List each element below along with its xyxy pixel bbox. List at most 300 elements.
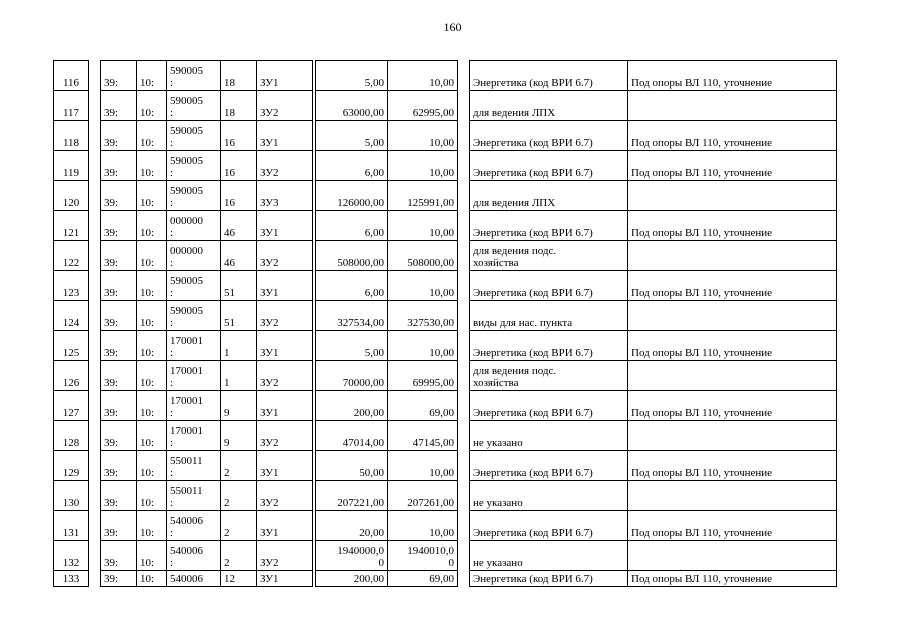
area-actual-cell (388, 91, 458, 121)
zu-label-cell-text: ЗУ2 (260, 497, 279, 509)
area-actual-cell (388, 271, 458, 301)
table-row (54, 481, 837, 511)
zu-label-cell (257, 511, 313, 541)
row-number-cell (54, 301, 89, 331)
land-use-cell (470, 421, 628, 451)
plot-number-cell (221, 301, 257, 331)
area-declared-cell-text: 50,00 (359, 467, 384, 479)
area-declared-cell-text: 6,00 (364, 167, 384, 179)
plot-number-cell (221, 61, 257, 91)
plot-number-cell (221, 241, 257, 271)
region-code-cell-text: 10: (140, 377, 155, 389)
area-actual-cell (388, 121, 458, 151)
region-code-cell (137, 541, 167, 571)
district-code-cell (101, 481, 137, 511)
table-row (54, 541, 837, 571)
land-use-cell (470, 151, 628, 181)
quarter-code-cell-text: : (170, 137, 174, 149)
note-cell (628, 61, 837, 91)
zu-label-cell (257, 271, 313, 301)
row-number-cell (54, 541, 89, 571)
quarter-code-cell-text: : (170, 227, 174, 239)
row-number-cell-text: 126 (62, 377, 80, 389)
land-use-cell-text: виды для нас. пункта (473, 317, 573, 329)
area-declared-cell (316, 361, 388, 391)
region-code-cell (137, 121, 167, 151)
row-number-cell-text: 122 (62, 257, 80, 269)
area-declared-cell (316, 301, 388, 331)
land-use-cell (470, 121, 628, 151)
area-actual-cell (388, 181, 458, 211)
district-code-cell (101, 301, 137, 331)
land-use-cell-text: Энергетика (код ВРИ 6.7) (473, 167, 593, 179)
area-declared-cell (316, 91, 388, 121)
column-gap (89, 241, 101, 271)
area-actual-cell-text: 10,00 (429, 227, 454, 239)
region-code-cell-text: 10: (140, 557, 155, 569)
area-actual-cell (388, 451, 458, 481)
plot-number-cell-text: 1 (224, 377, 230, 389)
plot-number-cell-text: 2 (224, 557, 230, 569)
plot-number-cell (221, 571, 257, 587)
district-code-cell (101, 451, 137, 481)
quarter-code-cell (167, 421, 221, 451)
zu-label-cell (257, 571, 313, 587)
land-use-cell-text: Энергетика (код ВРИ 6.7) (473, 527, 593, 539)
land-use-cell-text: Энергетика (код ВРИ 6.7) (473, 137, 593, 149)
column-gap (89, 151, 101, 181)
area-declared-cell (316, 421, 388, 451)
row-number-cell (54, 241, 89, 271)
region-code-cell-text: 10: (140, 107, 155, 119)
area-actual-cell-text: 327530,00 (407, 317, 454, 329)
note-cell-text: Под опоры ВЛ 110, уточнение (631, 77, 773, 89)
plot-number-cell (221, 511, 257, 541)
quarter-code-cell-text: : (170, 377, 174, 389)
area-declared-cell (316, 271, 388, 301)
zu-label-cell-text: ЗУ2 (260, 317, 279, 329)
area-actual-cell (388, 151, 458, 181)
quarter-code-cell-text: : (170, 557, 174, 569)
column-gap (458, 571, 470, 587)
land-use-cell-text: не указано (473, 437, 523, 449)
zu-label-cell (257, 391, 313, 421)
row-number-cell-text: 129 (62, 467, 80, 479)
zu-label-cell (257, 301, 313, 331)
plot-number-cell (221, 151, 257, 181)
row-number-cell (54, 151, 89, 181)
zu-label-cell (257, 151, 313, 181)
quarter-code-cell-text: 170001 (170, 425, 203, 437)
row-number-cell-text: 128 (62, 437, 80, 449)
district-code-cell-text: 39: (104, 227, 119, 239)
district-code-cell (101, 211, 137, 241)
area-actual-cell-text: 125991,00 (407, 197, 454, 209)
column-gap (89, 571, 101, 587)
zu-label-cell-text: ЗУ1 (260, 347, 279, 359)
quarter-code-cell-text: 590005 (170, 155, 203, 167)
area-actual-cell (388, 361, 458, 391)
table-body (54, 61, 837, 587)
note-cell-text: Под опоры ВЛ 110, уточнение (631, 227, 773, 239)
district-code-cell-text: 39: (104, 167, 119, 179)
plot-number-cell-text: 16 (224, 137, 235, 149)
zu-label-cell (257, 481, 313, 511)
district-code-cell (101, 271, 137, 301)
zu-label-cell-text: ЗУ1 (260, 467, 279, 479)
column-gap (89, 511, 101, 541)
area-actual-cell-text: 10,00 (429, 77, 454, 89)
region-code-cell (137, 331, 167, 361)
district-code-cell-text: 39: (104, 437, 119, 449)
zu-label-cell (257, 331, 313, 361)
plot-number-cell-text: 2 (224, 527, 230, 539)
area-declared-cell (316, 511, 388, 541)
row-number-cell-text: 119 (62, 167, 80, 179)
land-use-cell (470, 211, 628, 241)
note-cell (628, 361, 837, 391)
quarter-code-cell-text: : (170, 167, 174, 179)
zu-label-cell-text: ЗУ2 (260, 167, 279, 179)
note-cell (628, 271, 837, 301)
zu-label-cell-text: ЗУ1 (260, 137, 279, 149)
row-number-cell-text: 133 (62, 573, 80, 585)
plot-number-cell-text: 2 (224, 497, 230, 509)
row-number-cell-text: 123 (62, 287, 80, 299)
column-gap (458, 331, 470, 361)
region-code-cell-text: 10: (140, 227, 155, 239)
column-gap (89, 481, 101, 511)
area-declared-cell-text: 200,00 (353, 573, 384, 585)
land-use-cell-text: для ведения подс. (473, 365, 557, 377)
note-cell (628, 181, 837, 211)
quarter-code-cell-text: 540006 (170, 515, 203, 527)
quarter-code-cell-text: : (170, 197, 174, 209)
land-use-cell-text: не указано (473, 497, 523, 509)
plot-number-cell-text: 16 (224, 197, 235, 209)
district-code-cell (101, 391, 137, 421)
area-declared-cell-text: 327534,00 (337, 317, 384, 329)
quarter-code-cell-text: 000000 (170, 245, 203, 257)
area-actual-cell (388, 301, 458, 331)
district-code-cell-text: 39: (104, 137, 119, 149)
quarter-code-cell (167, 211, 221, 241)
area-declared-cell-text: 6,00 (364, 287, 384, 299)
land-use-cell-text: для ведения ЛПХ (473, 197, 556, 209)
quarter-code-cell-text: 550011 (170, 455, 203, 467)
region-code-cell-text: 10: (140, 437, 155, 449)
land-use-cell-text: не указано (473, 557, 523, 569)
table-row (54, 331, 837, 361)
quarter-code-cell-text: 590005 (170, 65, 203, 77)
zu-label-cell-text: ЗУ3 (260, 197, 279, 209)
quarter-code-cell (167, 361, 221, 391)
area-declared-cell (316, 211, 388, 241)
district-code-cell-text: 39: (104, 77, 119, 89)
quarter-code-cell-text: : (170, 347, 174, 359)
column-gap (458, 361, 470, 391)
area-actual-cell-text: 0 (448, 557, 454, 569)
area-actual-cell-text: 10,00 (429, 167, 454, 179)
land-use-cell (470, 331, 628, 361)
area-declared-cell-text: 6,00 (364, 227, 384, 239)
region-code-cell-text: 10: (140, 347, 155, 359)
column-gap (458, 61, 470, 91)
row-number-cell (54, 61, 89, 91)
row-number-cell-text: 124 (62, 317, 80, 329)
region-code-cell-text: 10: (140, 77, 155, 89)
column-gap (458, 211, 470, 241)
plot-number-cell (221, 271, 257, 301)
zu-label-cell-text: ЗУ1 (260, 77, 279, 89)
district-code-cell-text: 39: (104, 557, 119, 569)
area-actual-cell-text: 10,00 (429, 527, 454, 539)
plot-number-cell (221, 91, 257, 121)
area-actual-cell (388, 481, 458, 511)
column-gap (89, 421, 101, 451)
area-actual-cell-text: 62995,00 (412, 107, 454, 119)
plot-number-cell-text: 46 (224, 257, 235, 269)
district-code-cell-text: 39: (104, 467, 119, 479)
region-code-cell-text: 10: (140, 287, 155, 299)
row-number-cell (54, 361, 89, 391)
land-use-cell-text: Энергетика (код ВРИ 6.7) (473, 573, 593, 585)
note-cell (628, 511, 837, 541)
column-gap (458, 541, 470, 571)
land-use-cell (470, 61, 628, 91)
plot-number-cell-text: 9 (224, 407, 230, 419)
zu-label-cell (257, 91, 313, 121)
land-use-cell-text: Энергетика (код ВРИ 6.7) (473, 227, 593, 239)
land-use-cell (470, 301, 628, 331)
quarter-code-cell (167, 451, 221, 481)
quarter-code-cell (167, 121, 221, 151)
row-number-cell (54, 391, 89, 421)
area-declared-cell-text: 1940000,0 (337, 545, 384, 557)
area-declared-cell (316, 61, 388, 91)
quarter-code-cell (167, 271, 221, 301)
area-declared-cell (316, 181, 388, 211)
area-declared-cell-text: 5,00 (364, 77, 384, 89)
land-use-cell-text: Энергетика (код ВРИ 6.7) (473, 287, 593, 299)
region-code-cell (137, 391, 167, 421)
district-code-cell-text: 39: (104, 257, 119, 269)
area-actual-cell-text: 1940010,0 (407, 545, 454, 557)
area-actual-cell (388, 421, 458, 451)
note-cell-text: Под опоры ВЛ 110, уточнение (631, 347, 773, 359)
note-cell (628, 241, 837, 271)
note-cell (628, 451, 837, 481)
region-code-cell (137, 421, 167, 451)
area-actual-cell-text: 207261,00 (407, 497, 454, 509)
region-code-cell-text: 10: (140, 317, 155, 329)
quarter-code-cell-text: : (170, 257, 174, 269)
quarter-code-cell-text: 170001 (170, 365, 203, 377)
row-number-cell-text: 131 (62, 527, 80, 539)
zu-label-cell (257, 421, 313, 451)
area-declared-cell (316, 571, 388, 587)
region-code-cell-text: 10: (140, 407, 155, 419)
region-code-cell (137, 61, 167, 91)
land-use-cell-text: хозяйства (473, 377, 519, 389)
area-actual-cell-text: 10,00 (429, 137, 454, 149)
area-declared-cell (316, 391, 388, 421)
zu-label-cell (257, 241, 313, 271)
area-actual-cell (388, 511, 458, 541)
land-use-cell (470, 91, 628, 121)
column-gap (89, 91, 101, 121)
area-actual-cell-text: 508000,00 (407, 257, 454, 269)
quarter-code-cell-text: 000000 (170, 215, 203, 227)
plot-number-cell-text: 51 (224, 287, 235, 299)
row-number-cell (54, 91, 89, 121)
note-cell (628, 301, 837, 331)
column-gap (89, 211, 101, 241)
area-actual-cell-text: 69995,00 (412, 377, 454, 389)
table-row (54, 241, 837, 271)
note-cell-text: Под опоры ВЛ 110, уточнение (631, 407, 773, 419)
column-gap (458, 121, 470, 151)
region-code-cell (137, 451, 167, 481)
region-code-cell (137, 91, 167, 121)
plot-number-cell-text: 1 (224, 347, 230, 359)
area-actual-cell (388, 61, 458, 91)
zu-label-cell-text: ЗУ1 (260, 287, 279, 299)
area-declared-cell-text: 207221,00 (337, 497, 384, 509)
area-declared-cell (316, 121, 388, 151)
quarter-code-cell (167, 481, 221, 511)
row-number-cell (54, 331, 89, 361)
row-number-cell-text: 120 (62, 197, 80, 209)
plot-number-cell-text: 46 (224, 227, 235, 239)
plot-number-cell-text: 2 (224, 467, 230, 479)
district-code-cell (101, 241, 137, 271)
row-number-cell (54, 421, 89, 451)
area-declared-cell-text: 63000,00 (342, 107, 384, 119)
quarter-code-cell-text: 590005 (170, 185, 203, 197)
region-code-cell-text: 10: (140, 197, 155, 209)
quarter-code-cell (167, 91, 221, 121)
quarter-code-cell-text: : (170, 527, 174, 539)
area-declared-cell (316, 541, 388, 571)
area-declared-cell-text: 508000,00 (337, 257, 384, 269)
table-row (54, 361, 837, 391)
zu-label-cell-text: ЗУ1 (260, 573, 279, 585)
quarter-code-cell (167, 331, 221, 361)
row-number-cell (54, 121, 89, 151)
land-use-cell-text: Энергетика (код ВРИ 6.7) (473, 407, 593, 419)
quarter-code-cell-text: : (170, 317, 174, 329)
plot-number-cell-text: 18 (224, 77, 235, 89)
row-number-cell (54, 481, 89, 511)
region-code-cell-text: 10: (140, 137, 155, 149)
district-code-cell-text: 39: (104, 107, 119, 119)
zu-label-cell (257, 181, 313, 211)
quarter-code-cell-text: 590005 (170, 275, 203, 287)
row-number-cell-text: 116 (62, 77, 80, 89)
zu-label-cell-text: ЗУ1 (260, 527, 279, 539)
zu-label-cell (257, 451, 313, 481)
quarter-code-cell-text: 590005 (170, 125, 203, 137)
plot-number-cell-text: 12 (224, 573, 235, 585)
row-number-cell-text: 125 (62, 347, 80, 359)
zu-label-cell-text: ЗУ2 (260, 557, 279, 569)
row-number-cell (54, 451, 89, 481)
quarter-code-cell-text: : (170, 77, 174, 89)
column-gap (89, 61, 101, 91)
land-use-cell-text: для ведения ЛПХ (473, 107, 556, 119)
column-gap (458, 271, 470, 301)
district-code-cell-text: 39: (104, 527, 119, 539)
land-use-cell-text: для ведения подс. (473, 245, 557, 257)
area-actual-cell-text: 69,00 (429, 407, 454, 419)
row-number-cell (54, 571, 89, 587)
land-use-cell-text: Энергетика (код ВРИ 6.7) (473, 77, 593, 89)
quarter-code-cell-text: : (170, 437, 174, 449)
land-use-cell (470, 391, 628, 421)
column-gap (89, 301, 101, 331)
zu-label-cell (257, 211, 313, 241)
area-actual-cell (388, 391, 458, 421)
area-actual-cell (388, 541, 458, 571)
land-use-cell (470, 241, 628, 271)
district-code-cell (101, 181, 137, 211)
row-number-cell (54, 511, 89, 541)
quarter-code-cell-text: : (170, 287, 174, 299)
plot-number-cell (221, 481, 257, 511)
parcel-table (53, 60, 837, 587)
land-use-cell (470, 481, 628, 511)
table-row (54, 121, 837, 151)
column-gap (458, 151, 470, 181)
quarter-code-cell-text: 550011 (170, 485, 203, 497)
note-cell (628, 391, 837, 421)
plot-number-cell (221, 541, 257, 571)
table-row (54, 181, 837, 211)
region-code-cell-text: 10: (140, 167, 155, 179)
zu-label-cell (257, 61, 313, 91)
quarter-code-cell-text: 540006 (170, 545, 203, 557)
column-gap (458, 511, 470, 541)
column-gap (89, 121, 101, 151)
area-declared-cell (316, 481, 388, 511)
column-gap (458, 451, 470, 481)
zu-label-cell (257, 541, 313, 571)
column-gap (458, 391, 470, 421)
table-row (54, 391, 837, 421)
row-number-cell-text: 121 (62, 227, 80, 239)
region-code-cell (137, 481, 167, 511)
region-code-cell-text: 10: (140, 497, 155, 509)
note-cell (628, 151, 837, 181)
row-number-cell (54, 181, 89, 211)
row-number-cell (54, 271, 89, 301)
district-code-cell-text: 39: (104, 497, 119, 509)
quarter-code-cell (167, 391, 221, 421)
plot-number-cell-text: 9 (224, 437, 230, 449)
table-row (54, 151, 837, 181)
region-code-cell (137, 571, 167, 587)
row-number-cell-text: 118 (62, 137, 80, 149)
quarter-code-cell-text: : (170, 107, 174, 119)
plot-number-cell (221, 181, 257, 211)
quarter-code-cell (167, 301, 221, 331)
area-actual-cell-text: 10,00 (429, 467, 454, 479)
land-use-cell-text: Энергетика (код ВРИ 6.7) (473, 467, 593, 479)
plot-number-cell-text: 18 (224, 107, 235, 119)
quarter-code-cell (167, 511, 221, 541)
region-code-cell (137, 181, 167, 211)
